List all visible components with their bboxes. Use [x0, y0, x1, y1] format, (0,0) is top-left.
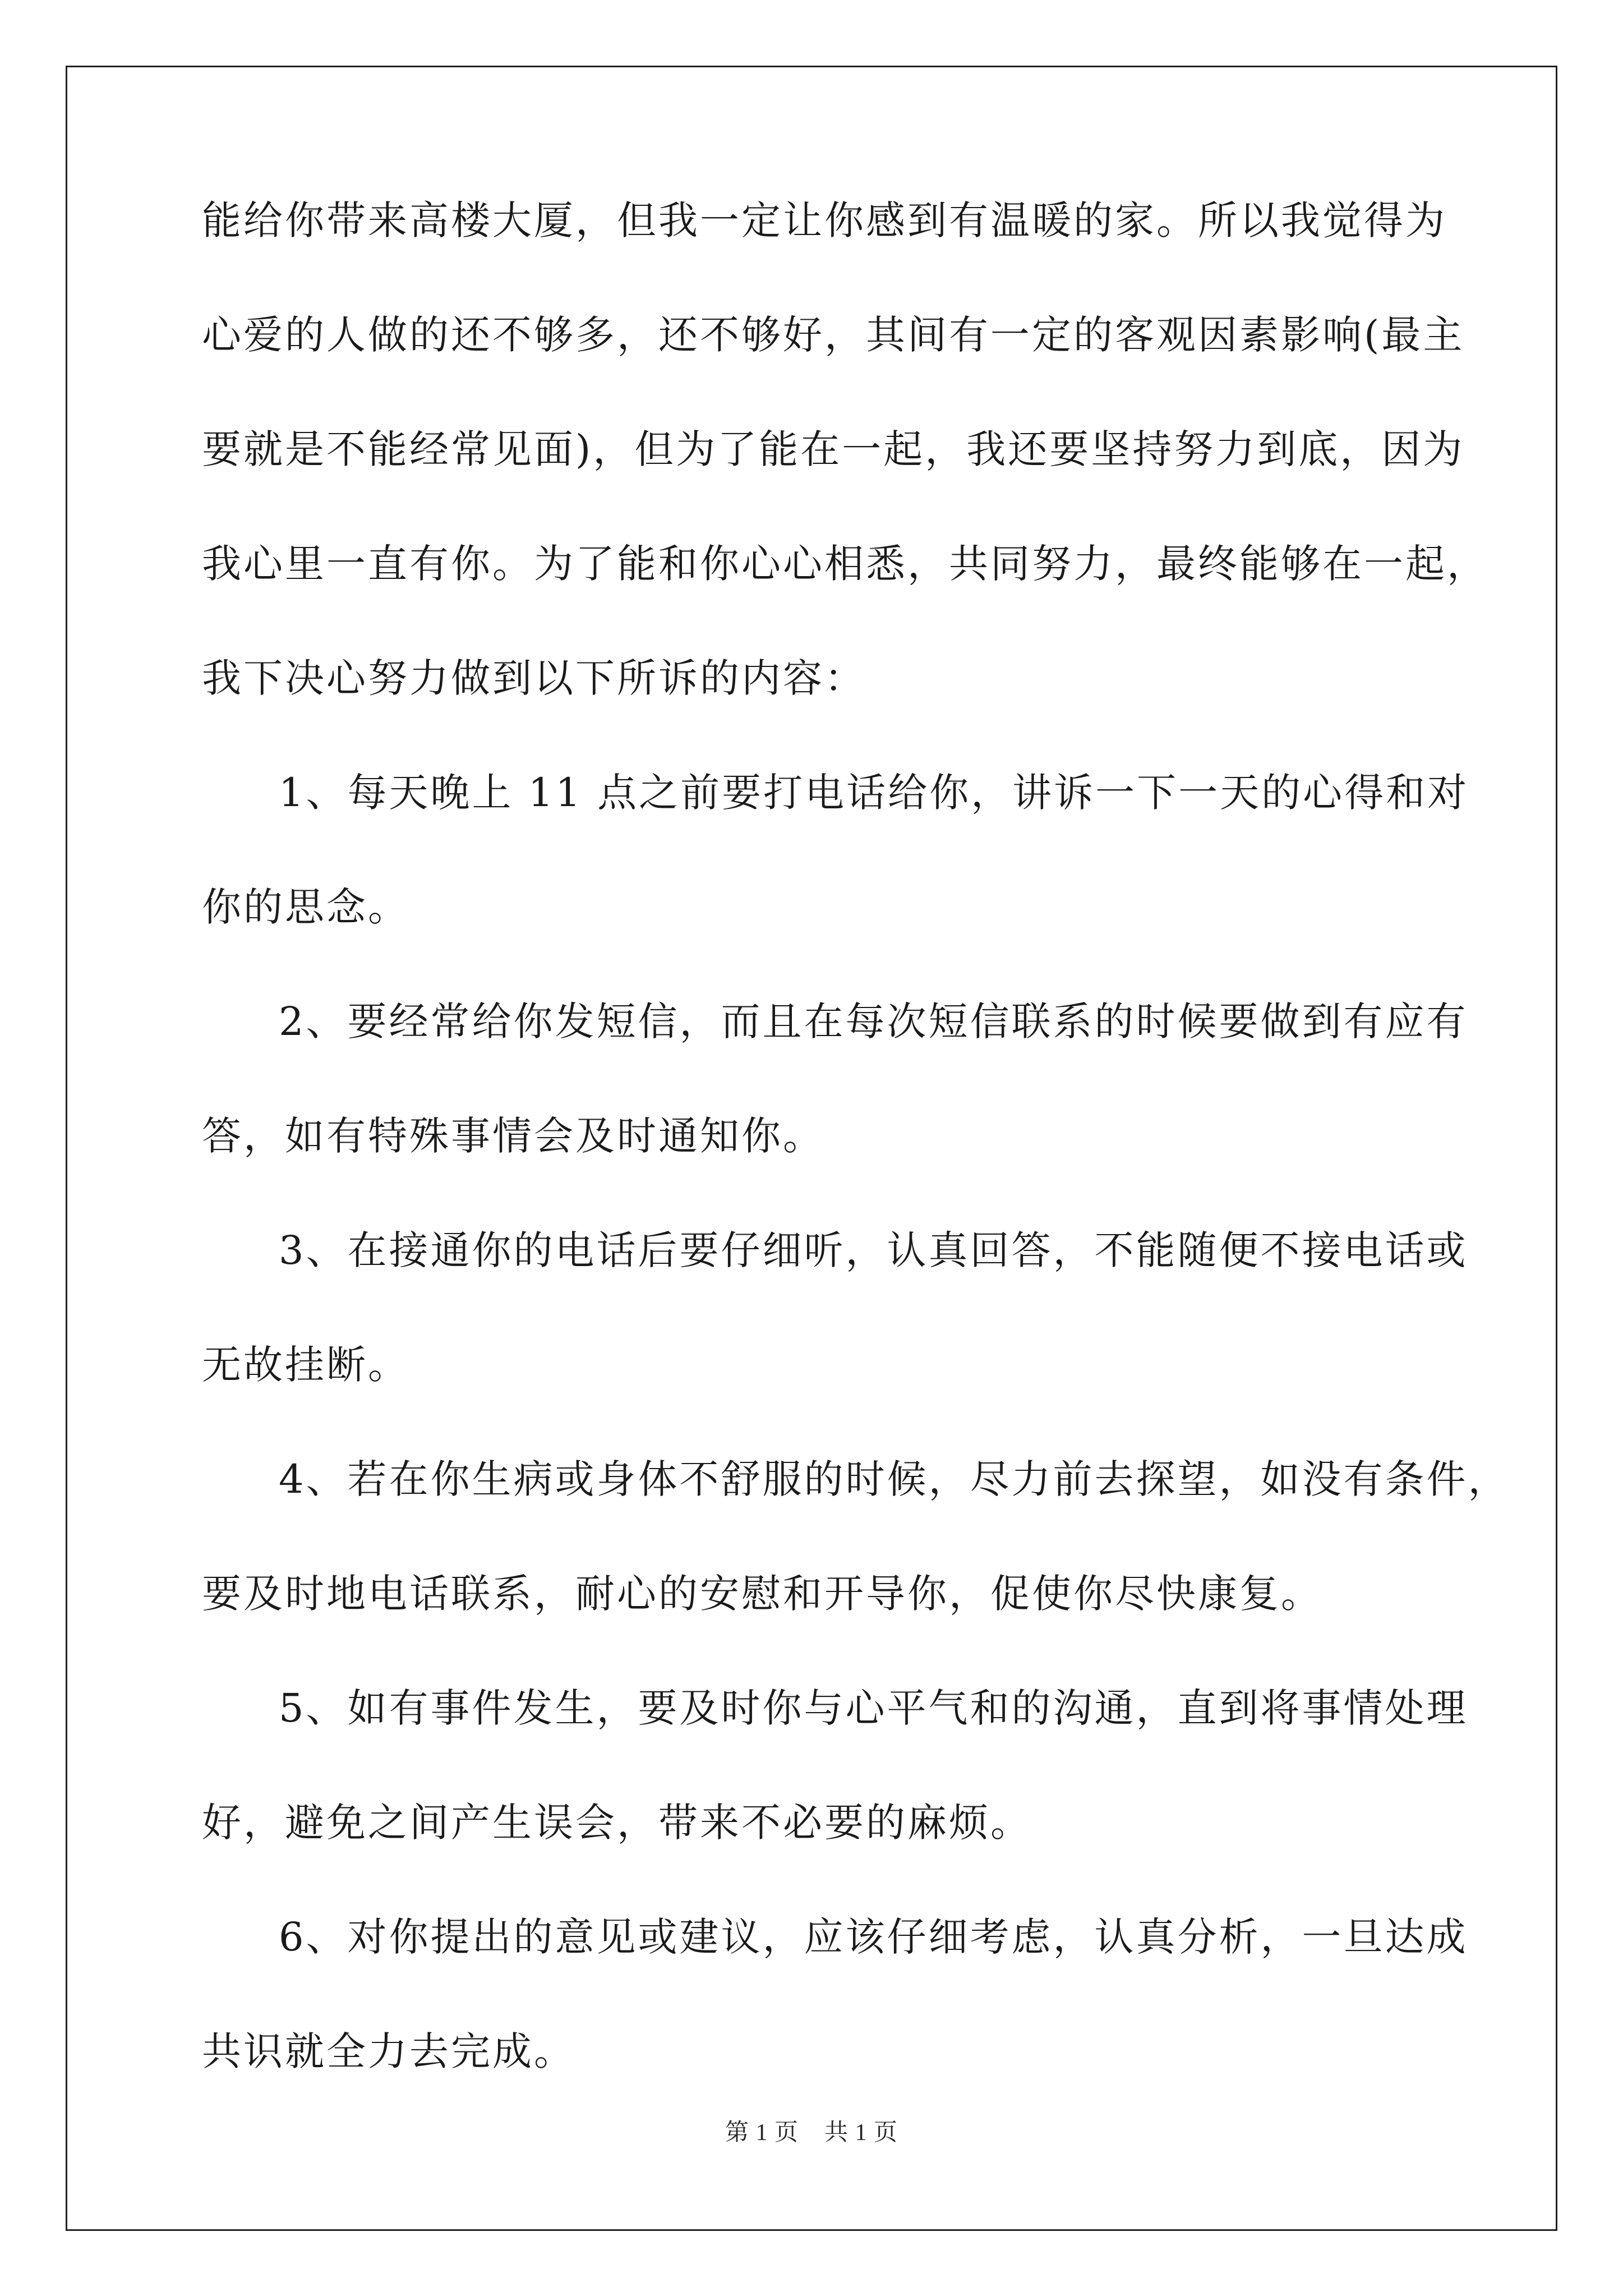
- list-item-6-line-2: 共识就全力去完成。: [202, 2028, 575, 2074]
- list-item-4-line-2: 要及时地电话联系，耐心的安慰和开导你，促使你尽快康复。: [202, 1571, 1322, 1617]
- page-footer: [0, 2114, 1623, 2147]
- list-item-1-line-2: 你的思念。: [202, 884, 409, 930]
- list-item-4-line-1: 4、若在你生病或身体不舒服的时候，尽力前去探望，如没有条件，: [279, 1456, 1510, 1502]
- list-item-5-line-2: 好，避免之间产生误会，带来不必要的麻烦。: [202, 1800, 1032, 1846]
- list-item-6-line-1: 6、对你提出的意见或建议，应该仔细考虑，认真分析，一旦达成: [279, 1914, 1468, 1960]
- text-line: 我心里一直有你。为了能和你心心相悉，共同努力，最终能够在一起，: [202, 541, 1488, 587]
- list-item-2-line-2: 答，如有特殊事情会及时通知你。: [202, 1113, 824, 1159]
- text-line: 要就是不能经常见面)，但为了能在一起，我还要坚持努力到底，因为: [202, 426, 1465, 472]
- list-item-5-line-1: 5、如有事件发生，要及时你与心平气和的沟通，直到将事情处理: [279, 1685, 1468, 1731]
- page-number: 第 1 页: [725, 2120, 799, 2146]
- list-item-3-line-1: 3、在接通你的电话后要仔细听，认真回答，不能随便不接电话或: [279, 1227, 1468, 1273]
- list-item-3-line-2: 无故挂断。: [202, 1342, 409, 1388]
- page-total: 共 1 页: [824, 2120, 898, 2146]
- list-item-1-line-1: 1、每天晚上 11 点之前要打电话给你，讲诉一下一天的心得和对: [279, 770, 1469, 816]
- text-line: 能给你带来高楼大厦，但我一定让你感到有温暖的家。所以我觉得为: [202, 197, 1447, 243]
- text-line: 我下决心努力做到以下所诉的内容：: [202, 655, 866, 701]
- list-item-2-line-1: 2、要经常给你发短信，而且在每次短信联系的时候要做到有应有: [279, 999, 1468, 1045]
- text-line: 心爱的人做的还不够多，还不够好，其间有一定的客观因素影响(最主: [202, 312, 1465, 358]
